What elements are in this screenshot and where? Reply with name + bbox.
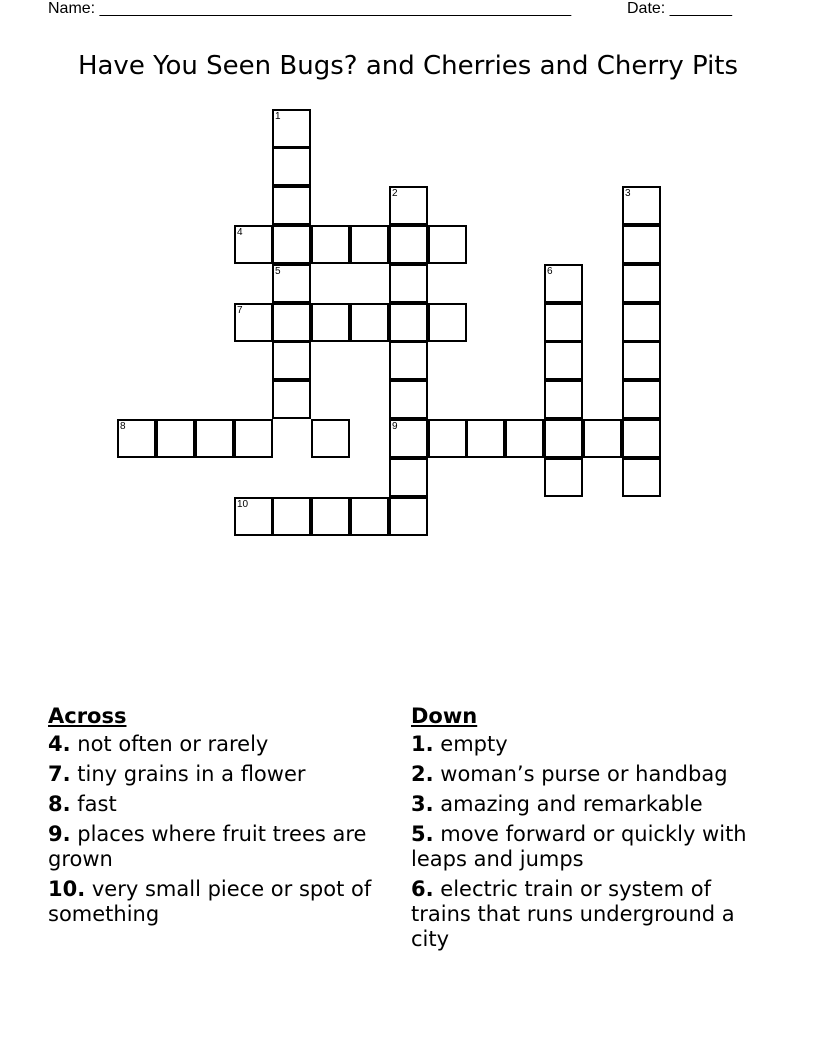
clue-number: 5 — [275, 266, 281, 277]
clue-text: electric train or system of trains that runs underground a city — [411, 877, 735, 951]
clue-number: 1 — [275, 111, 281, 122]
clue-num: 3. — [411, 792, 434, 816]
grid-cell[interactable] — [117, 419, 156, 458]
clue-num: 2. — [411, 762, 434, 786]
clue-num: 1. — [411, 732, 434, 756]
grid-cell[interactable] — [272, 264, 311, 303]
down-clue — [411, 762, 771, 787]
grid-cell[interactable] — [466, 419, 505, 458]
clue-number: 9 — [392, 421, 398, 432]
grid-cell[interactable] — [350, 497, 389, 536]
grid-cell[interactable] — [311, 419, 350, 458]
clue-number: 8 — [120, 421, 126, 432]
grid-cell[interactable] — [389, 380, 428, 419]
across-clue-list — [48, 732, 400, 927]
clue-num: 5. — [411, 822, 434, 846]
grid-cell[interactable] — [350, 303, 389, 342]
grid-cell[interactable] — [272, 186, 311, 225]
clue-number: 3 — [625, 188, 631, 199]
grid-cell[interactable] — [234, 497, 273, 536]
clue-num: 4. — [48, 732, 71, 756]
grid-cell[interactable] — [272, 497, 311, 536]
grid-cell[interactable] — [311, 225, 350, 264]
down-clue — [411, 732, 771, 757]
grid-cell[interactable] — [311, 303, 350, 342]
clue-number: 10 — [237, 499, 249, 510]
clue-text: tiny grains in a flower — [70, 762, 306, 786]
grid-cell[interactable] — [428, 419, 467, 458]
grid-cell[interactable] — [505, 419, 544, 458]
page-title: Have You Seen Bugs? and Cherries and Cherry Pits — [77, 51, 739, 81]
grid-cell[interactable] — [622, 303, 661, 342]
grid-cell[interactable] — [272, 147, 311, 186]
name-field-label: Name: _____________________________________________________ — [48, 0, 572, 17]
grid-cell[interactable] — [622, 225, 661, 264]
grid-cell[interactable] — [583, 419, 622, 458]
down-clues — [411, 702, 771, 957]
grid-cell[interactable] — [389, 341, 428, 380]
grid-cell[interactable] — [234, 303, 273, 342]
grid-cell[interactable] — [311, 497, 350, 536]
clue-num: 8. — [48, 792, 71, 816]
down-heading: Down — [411, 704, 478, 728]
date-field-label: Date: _______ — [627, 0, 732, 17]
grid-cell[interactable] — [389, 264, 428, 303]
grid-cell[interactable] — [544, 341, 583, 380]
grid-cell[interactable] — [544, 264, 583, 303]
grid-cell[interactable] — [544, 380, 583, 419]
clue-text: not often or rarely — [70, 732, 269, 756]
grid-cell[interactable] — [622, 186, 661, 225]
grid-cell[interactable] — [622, 341, 661, 380]
grid-cell[interactable] — [389, 186, 428, 225]
grid-cell[interactable] — [622, 458, 661, 497]
grid-cell[interactable] — [622, 264, 661, 303]
across-clue — [48, 732, 400, 757]
clue-number: 6 — [547, 266, 553, 277]
grid-cell[interactable] — [234, 225, 273, 264]
clue-text: very small piece or spot of something — [48, 877, 372, 926]
grid-cell[interactable] — [428, 225, 467, 264]
down-clue-list — [411, 732, 771, 952]
clue-text: places where fruit trees are grown — [48, 822, 367, 871]
down-clue — [411, 792, 771, 817]
grid-cell[interactable] — [389, 458, 428, 497]
grid-cell[interactable] — [428, 303, 467, 342]
grid-cell[interactable] — [195, 419, 234, 458]
across-clue — [48, 792, 400, 817]
grid-cell[interactable] — [234, 419, 273, 458]
grid-cell[interactable] — [272, 109, 311, 148]
grid-cell[interactable] — [272, 225, 311, 264]
clue-num: 10. — [48, 877, 86, 901]
down-clue — [411, 822, 771, 872]
clue-number: 4 — [237, 227, 243, 238]
clue-text: fast — [70, 792, 117, 816]
grid-cell[interactable] — [272, 303, 311, 342]
grid-cell[interactable] — [544, 458, 583, 497]
grid-cell[interactable] — [156, 419, 195, 458]
clue-num: 9. — [48, 822, 71, 846]
clue-text: amazing and remarkable — [433, 792, 703, 816]
across-heading: Across — [48, 704, 127, 728]
across-clue — [48, 877, 400, 927]
grid-cell[interactable] — [389, 225, 428, 264]
grid-cell[interactable] — [389, 497, 428, 536]
across-clue — [48, 822, 400, 872]
grid-cell[interactable] — [622, 380, 661, 419]
clue-text: move forward or quickly with leaps and jumps — [411, 822, 747, 871]
grid-cell[interactable] — [544, 419, 583, 458]
across-clues — [48, 702, 400, 932]
grid-cell[interactable] — [272, 380, 311, 419]
grid-cell[interactable] — [544, 303, 583, 342]
clue-text: empty — [433, 732, 508, 756]
grid-cell[interactable] — [350, 225, 389, 264]
clue-num: 7. — [48, 762, 71, 786]
across-clue — [48, 762, 400, 787]
grid-cell[interactable] — [389, 303, 428, 342]
clue-number: 2 — [392, 188, 398, 199]
grid-cell[interactable] — [272, 341, 311, 380]
clue-text: woman’s purse or handbag — [433, 762, 728, 786]
grid-cell[interactable] — [389, 419, 428, 458]
clue-number: 7 — [237, 305, 243, 316]
down-clue — [411, 877, 771, 952]
grid-cell[interactable] — [622, 419, 661, 458]
clue-num: 6. — [411, 877, 434, 901]
